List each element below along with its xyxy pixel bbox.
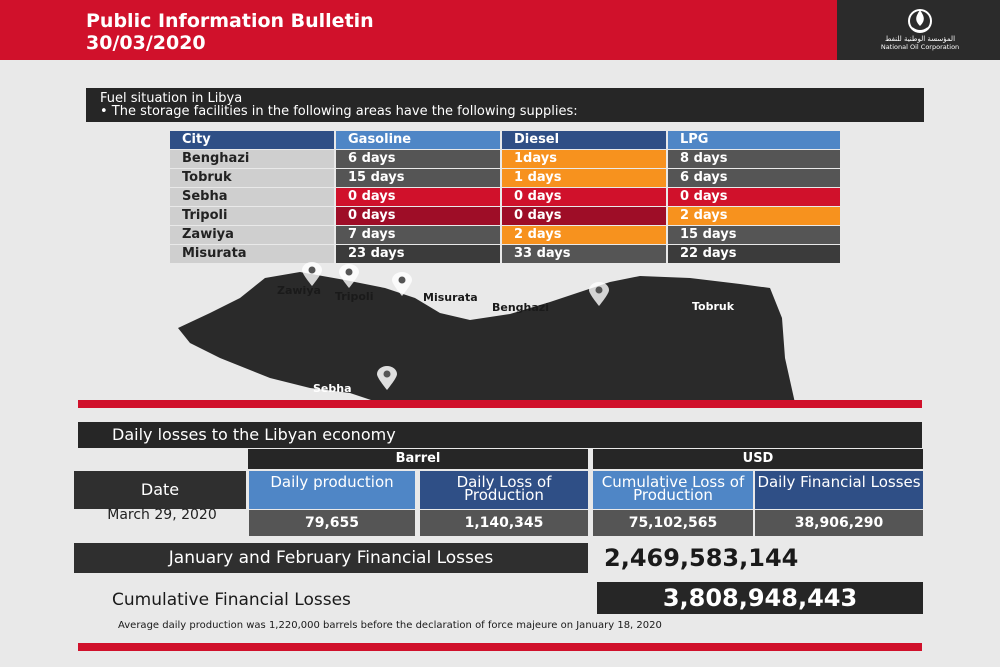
page-title	[86, 10, 374, 54]
lpg-cell: 6 days	[668, 169, 840, 187]
gasoline-cell: 6 days	[336, 150, 500, 168]
flame-drop-icon	[900, 6, 940, 34]
date-value: March 29, 2020	[107, 507, 217, 523]
col-header-diesel: Diesel	[502, 131, 666, 149]
diesel-cell: 1days	[502, 150, 666, 168]
col-header-daily-loss: Daily Loss of Production	[420, 471, 588, 509]
col-header-daily-financial-losses: Daily Financial Losses	[755, 471, 923, 509]
table-row	[170, 207, 842, 226]
cumulative-value: 3,808,948,443	[597, 582, 923, 614]
libya-map-shape	[170, 258, 810, 408]
usd-header: USD	[593, 449, 923, 469]
map-label-zawiya: Zawiya	[277, 284, 321, 297]
gasoline-cell: 0 days	[336, 188, 500, 206]
map-pin-icon	[375, 366, 399, 392]
noc-logo	[870, 6, 970, 56]
logo-english-text: National Oil Corporation	[880, 43, 960, 51]
daily-financial-losses-value: 38,906,290	[755, 510, 923, 536]
table-row	[170, 169, 842, 188]
gasoline-cell: 15 days	[336, 169, 500, 187]
daily-loss-value: 1,140,345	[420, 510, 588, 536]
map-label-tripoli: Tripoli	[335, 290, 374, 303]
map-pin-icon	[587, 282, 611, 308]
city-cell: Misurata	[170, 245, 334, 263]
date-header: Date	[74, 471, 246, 509]
col-header-lpg: LPG	[668, 131, 840, 149]
fuel-subheading: • The storage facilities in the following areas have the following supplies:	[100, 104, 578, 119]
map-label-benghazi: Benghazi	[492, 301, 549, 314]
city-cell: Tobruk	[170, 169, 334, 187]
fuel-table	[170, 131, 842, 264]
map-pin-icon	[337, 264, 361, 290]
lpg-cell: 22 days	[668, 245, 840, 263]
diesel-cell: 33 days	[502, 245, 666, 263]
city-cell: Tripoli	[170, 207, 334, 225]
diesel-cell: 0 days	[502, 207, 666, 225]
barrel-header: Barrel	[248, 449, 588, 469]
map-pin-icon	[390, 272, 414, 298]
col-header-city: City	[170, 131, 334, 149]
fuel-table-header	[170, 131, 842, 150]
title-text: Public Information Bulletin	[86, 10, 374, 32]
table-row	[170, 150, 842, 169]
jan-feb-label: January and February Financial Losses	[74, 543, 588, 573]
col-header-gasoline: Gasoline	[336, 131, 500, 149]
lpg-cell: 2 days	[668, 207, 840, 225]
divider-bar	[78, 400, 922, 408]
lpg-cell: 15 days	[668, 226, 840, 244]
losses-heading: Daily losses to the Libyan economy	[112, 425, 396, 444]
fuel-heading: Fuel situation in Libya	[100, 91, 243, 106]
map-label-misurata: Misurata	[423, 291, 478, 304]
gasoline-cell: 0 days	[336, 207, 500, 225]
cumulative-loss-value: 75,102,565	[593, 510, 753, 536]
gasoline-cell: 23 days	[336, 245, 500, 263]
diesel-cell: 0 days	[502, 188, 666, 206]
city-cell: Sebha	[170, 188, 334, 206]
lpg-cell: 0 days	[668, 188, 840, 206]
city-cell: Benghazi	[170, 150, 334, 168]
table-row	[170, 188, 842, 207]
map-label-tobruk: Tobruk	[692, 300, 735, 313]
table-row	[170, 226, 842, 245]
map-label-sebha: Sebha	[313, 382, 352, 395]
daily-production-value: 79,655	[249, 510, 415, 536]
jan-feb-value: 2,469,583,144	[604, 544, 799, 572]
bottom-bar	[78, 643, 922, 651]
cumulative-label: Cumulative Financial Losses	[112, 590, 351, 610]
gasoline-cell: 7 days	[336, 226, 500, 244]
libya-map	[170, 258, 810, 408]
logo-arabic-text: المؤسسة الوطنية للنفط	[884, 35, 956, 43]
diesel-cell: 2 days	[502, 226, 666, 244]
diesel-cell: 1 days	[502, 169, 666, 187]
city-cell: Zawiya	[170, 226, 334, 244]
col-header-cumulative-loss: Cumulative Loss of Production	[593, 471, 753, 509]
col-header-daily-production: Daily production	[249, 471, 415, 509]
lpg-cell: 8 days	[668, 150, 840, 168]
footnote: Average daily production was 1,220,000 barrels before the declaration of force majeure on January 18, 2020	[118, 620, 662, 631]
title-date: 30/03/2020	[86, 32, 206, 54]
